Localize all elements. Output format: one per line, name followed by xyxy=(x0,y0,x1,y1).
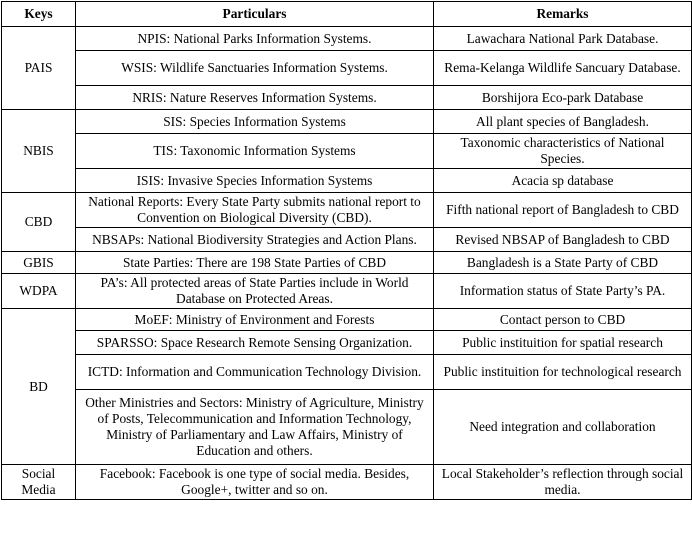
key-cell-cbd: CBD xyxy=(2,193,76,252)
particular-cell: MoEF: Ministry of Environment and Forests xyxy=(76,309,434,331)
remark-cell: Need integration and collaboration xyxy=(434,390,692,465)
remark-cell: Rema-Kelanga Wildlife Sancuary Database. xyxy=(434,51,692,86)
remark-cell: Public instituition for spatial research xyxy=(434,331,692,355)
particular-cell: SPARSSO: Space Research Remote Sensing Organization. xyxy=(76,331,434,355)
particular-cell: ISIS: Invasive Species Information Systems xyxy=(76,169,434,193)
particular-cell: Facebook: Facebook is one type of social media. Besides, Google+, twitter and so on. xyxy=(76,465,434,500)
table-row xyxy=(2,110,692,134)
remark-cell: Bangladesh is a State Party of CBD xyxy=(434,252,692,274)
header-row xyxy=(2,2,692,27)
table-row xyxy=(2,169,692,193)
table-row xyxy=(2,274,692,309)
particular-cell: NBSAPs: National Biodiversity Strategies and Action Plans. xyxy=(76,228,434,252)
particular-cell: State Parties: There are 198 State Parties of CBD xyxy=(76,252,434,274)
particular-cell: ICTD: Information and Communication Technology Division. xyxy=(76,355,434,390)
table-row xyxy=(2,51,692,86)
remark-cell: Public instituition for technological research xyxy=(434,355,692,390)
remark-cell: Local Stakeholder’s reflection through social media. xyxy=(434,465,692,500)
key-cell-social-media: Social Media xyxy=(2,465,76,500)
header-remarks: Remarks xyxy=(434,2,692,27)
key-cell-nbis: NBIS xyxy=(2,110,76,193)
remark-cell: All plant species of Bangladesh. xyxy=(434,110,692,134)
key-cell-gbis: GBIS xyxy=(2,252,76,274)
table-row xyxy=(2,390,692,465)
table-row xyxy=(2,355,692,390)
remark-cell: Acacia sp database xyxy=(434,169,692,193)
remark-cell: Fifth national report of Bangladesh to CBD xyxy=(434,193,692,228)
table-row xyxy=(2,465,692,500)
table-row xyxy=(2,309,692,331)
table-row xyxy=(2,86,692,110)
table-row xyxy=(2,27,692,51)
table-row xyxy=(2,134,692,169)
particular-cell: Other Ministries and Sectors: Ministry of Agriculture, Ministry of Posts, Telecommunication and Information Technology, Ministry of Parliamentary and Law Affairs, Ministry of Education and others. xyxy=(76,390,434,465)
particular-cell: National Reports: Every State Party submits national report to Convention on Biological Diversity (CBD). xyxy=(76,193,434,228)
particular-cell: SIS: Species Information Systems xyxy=(76,110,434,134)
remark-cell: Contact person to CBD xyxy=(434,309,692,331)
table-row xyxy=(2,252,692,274)
table-row xyxy=(2,193,692,228)
header-particulars: Particulars xyxy=(76,2,434,27)
remark-cell: Revised NBSAP of Bangladesh to CBD xyxy=(434,228,692,252)
particular-cell: NPIS: National Parks Information Systems. xyxy=(76,27,434,51)
particular-cell: PA’s: All protected areas of State Parties include in World Database on Protected Areas. xyxy=(76,274,434,309)
remark-cell: Borshijora Eco-park Database xyxy=(434,86,692,110)
remark-cell: Lawachara National Park Database. xyxy=(434,27,692,51)
information-systems-table xyxy=(1,1,692,500)
remark-cell: Information status of State Party’s PA. xyxy=(434,274,692,309)
particular-cell: WSIS: Wildlife Sanctuaries Information Systems. xyxy=(76,51,434,86)
table-row xyxy=(2,331,692,355)
remark-cell: Taxonomic characteristics of National Species. xyxy=(434,134,692,169)
key-cell-wdpa: WDPA xyxy=(2,274,76,309)
particular-cell: TIS: Taxonomic Information Systems xyxy=(76,134,434,169)
table-row xyxy=(2,228,692,252)
particular-cell: NRIS: Nature Reserves Information Systems. xyxy=(76,86,434,110)
key-cell-bd: BD xyxy=(2,309,76,465)
key-cell-pais: PAIS xyxy=(2,27,76,110)
header-keys: Keys xyxy=(2,2,76,27)
